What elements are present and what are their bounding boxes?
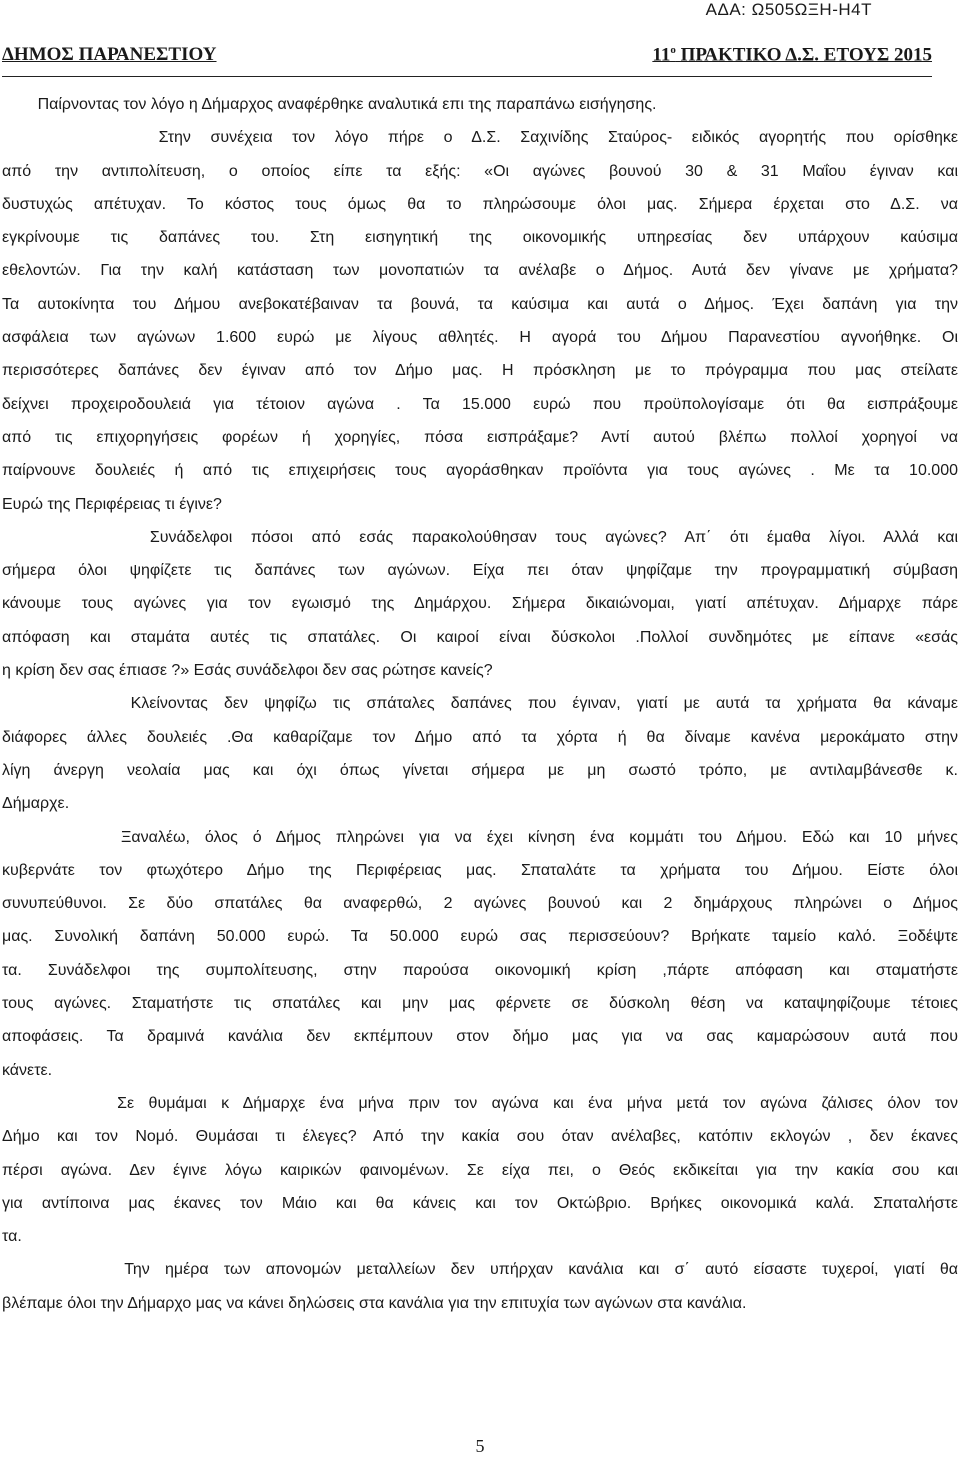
document-header xyxy=(2,44,932,77)
text-line: Δήμο και τον Νομό. Θυμάσαι τι έλεγες? Από την κακία σου όταν ανέλαβες, κατόπιν εκλογών , δεν έκανες xyxy=(2,1128,958,1146)
text-line: Την ημέρα των απονομών μεταλλείων δεν υπήρχαν κανάλια και σ΄ αυτό είσαστε τυχεροί, γιατί θα xyxy=(2,1261,958,1279)
text-line: από τις επιχορηγήσεις φορέων ή χορηγίες, πόσα εισπράξαμε? Αντί αυτού βλέπω πολλοί χορηγοί να xyxy=(2,428,958,446)
text-line: απόφαση και σταμάτα αυτές τις σπατάλες. Οι καιροί είναι δύσκολοι .Πολλοί συνδημότες με είπανε «εσάς xyxy=(2,628,958,646)
text-line: πέρσι αγώνα. Δεν έγινε λόγω καιρικών φαινομένων. Σε είχα πει, ο Θεός εκδικείται για την κακία σου και xyxy=(2,1161,958,1179)
text-line: ασφάλεια των αγώνων 1.600 ευρώ με λίγους αθλητές. Η αγορά του Δήμου Παρανεστίου αγνοήθηκε. Οι xyxy=(2,329,958,347)
page-number: 5 xyxy=(475,1436,485,1456)
text-line: η κρίση δεν σας έπιασε ?» Εσάς συνάδελφοι δεν σας ρώτησε κανείς? xyxy=(2,662,493,680)
text-line: για αντίποινα μας έκανες τον Μάιο και θα κάνεις και τον Οκτώβριο. Βρήκες οικονομικά καλά. Σπαταλήστε xyxy=(2,1194,958,1212)
text-line: σήμερα όλοι ψηφίζετε τις δαπάνες των αγώνων. Είχα πει όταν ψηφίζαμε την προγραμματική σύμβαση xyxy=(2,562,958,580)
text-line: Σε θυμάμαι κ Δήμαρχε ένα μήνα πριν τον αγώνα και ένα μήνα μετά τον αγώνα ζάλισες όλον τον xyxy=(2,1094,958,1112)
text-line: συνυπεύθυνοι. Σε δύο σπατάλες θα αναφερθώ, 2 αγώνες βουνού και 2 δημάρχους πληρώνει ο Δήμος xyxy=(2,895,958,913)
text-line: Δήμαρχε. xyxy=(2,795,70,813)
text-line: Συνάδελφοι πόσοι από εσάς παρακολούθησαν τους αγώνες? Απ΄ ότι έμαθα λίγοι. Αλλά και xyxy=(2,528,958,546)
text-line: περισσότερες δαπάνες δεν έγιναν από τον Δήμο μας. Η πρόσκληση με το πρόγραμμα που μας στείλατε xyxy=(2,362,958,380)
text-line: τους αγώνες. Σταματήστε τις σπατάλες και μην μας φέρνετε σε δύσκολη θέση να καταψηφίζουμε τέτοιες xyxy=(2,995,958,1013)
text-line: μας. Συνολική δαπάνη 50.000 ευρώ. Τα 50.000 ευρώ σας περισσεύουν? Βρήκατε ταμείο καλό. Ξοδέψτε xyxy=(2,928,958,946)
text-line: Παίρνοντας τον λόγο η Δήμαρχος αναφέρθηκε αναλυτικά επι της παραπάνω εισήγησης. xyxy=(2,96,657,113)
text-line: διάφορες άλλες δουλειές .Θα καθαρίζαμε τον Δήμο από τα χόρτα ή θα δίναμε κανένα μεροκάματο στην xyxy=(2,728,958,746)
text-line: Ξαναλέω, όλος ό Δήμος πληρώνει για να έχει κίνηση ένα κομμάτι του Δήμου. Εδώ και 10 μήνες xyxy=(2,828,958,846)
text-line: από την αντιπολίτευση, ο οποίος είπε τα εξής: «Οι αγώνες βουνού 30 & 31 Μαΐου έγιναν και xyxy=(2,162,958,180)
text-line: εγκρίνουμε τις δαπάνες του. Στη εισηγητική της οικονομικής υπηρεσίας δεν υπάρχουν καύσιμα xyxy=(2,229,958,247)
text-line: κάνουμε τους αγώνες για τον εγωισμό της Δημάρχου. Σήμερα δικαιώνομαι, γιατί απέτυχαν. Δήμαρχε πάρε xyxy=(2,595,958,613)
text-line: αποφάσεις. Τα δραμινά κανάλια δεν εκπέμπουν στον δήμο μας για να σας καμαρώσουν αυτά που xyxy=(2,1028,958,1046)
text-line: Στην συνέχεια τον λόγο πήρε ο Δ.Σ. Σαχινίδης Σταύρος- ειδικός αγορητής που ορίσθηκε xyxy=(2,129,958,147)
minutes-body xyxy=(2,88,958,1320)
text-line: Τα αυτοκίνητα του Δήμου ανεβοκατέβαιναν τα βουνά, τα καύσιμα και αυτά ο Δήμος. Έχει δαπάνη για την xyxy=(2,295,958,313)
ada-code: ΑΔΑ: Ω505ΩΞΗ-Η4Τ xyxy=(705,0,872,19)
text-line: Ευρώ της Περιφέρειας τι έγινε? xyxy=(2,495,222,513)
text-line: δείχνει προχειροδουλειά για τέτοιον αγώνα . Τα 15.000 ευρώ που προϋπολογίσαμε ότι θα εισπράξουμε xyxy=(2,395,958,413)
text-line: παίρνουνε δουλειές ή από τις επιχειρήσεις τους αγοράσθηκαν προϊόντα για τους αγώνες . Με τα 10.000 xyxy=(2,462,958,480)
text-line: κυβερνάτε τον φτωχότερο Δήμο της Περιφέρειας μας. Σπαταλάτε τα χρήματα του Δήμου. Είστε όλοι xyxy=(2,861,958,879)
text-line: τα. xyxy=(2,1228,22,1246)
text-line: βλέπαμε όλοι την Δήμαρχο μας να κάνει δηλώσεις στα κανάλια για την επιτυχία των αγώνων στα κανάλια. xyxy=(2,1294,747,1312)
text-line: κάνετε. xyxy=(2,1061,53,1079)
text-line: δυστυχώς απέτυχαν. Το κόστος τους όμως θα το πληρώσουμε όλοι μας. Σήμερα έρχεται στο Δ.Σ. να xyxy=(2,195,958,213)
municipality-name: ΔΗΜΟΣ ΠΑΡΑΝΕΣΤΙΟΥ xyxy=(2,44,217,65)
text-line: τα. Συνάδελφοι της συμπολίτευσης, στην παρούσα οικονομική κρίση ,πάρτε απόφαση και σταματήστε xyxy=(2,961,958,979)
text-line: εθελοντών. Για την καλή κατάσταση των μονοπατιών τα ανέλαβε ο Δήμος. Αυτά δεν γίνανε με χρήματα? xyxy=(2,262,958,280)
minutes-title: $11^o$ ΠΡΑΚΤΙΚΟ Δ.Σ. ΕΤΟΥΣ 2015 xyxy=(652,44,932,66)
text-line: Κλείνοντας δεν ψηφίζω τις σπάταλες δαπάνες που έγιναν, γιατί με αυτά τα χρήματα θα κάναμε xyxy=(2,695,958,713)
text-line: λίγη άνεργη νεολαία μας και όχι όπως γίνεται σήμερα με μη σωστό τρόπο, με αντιλαμβάνεσθε κ. xyxy=(2,761,958,779)
